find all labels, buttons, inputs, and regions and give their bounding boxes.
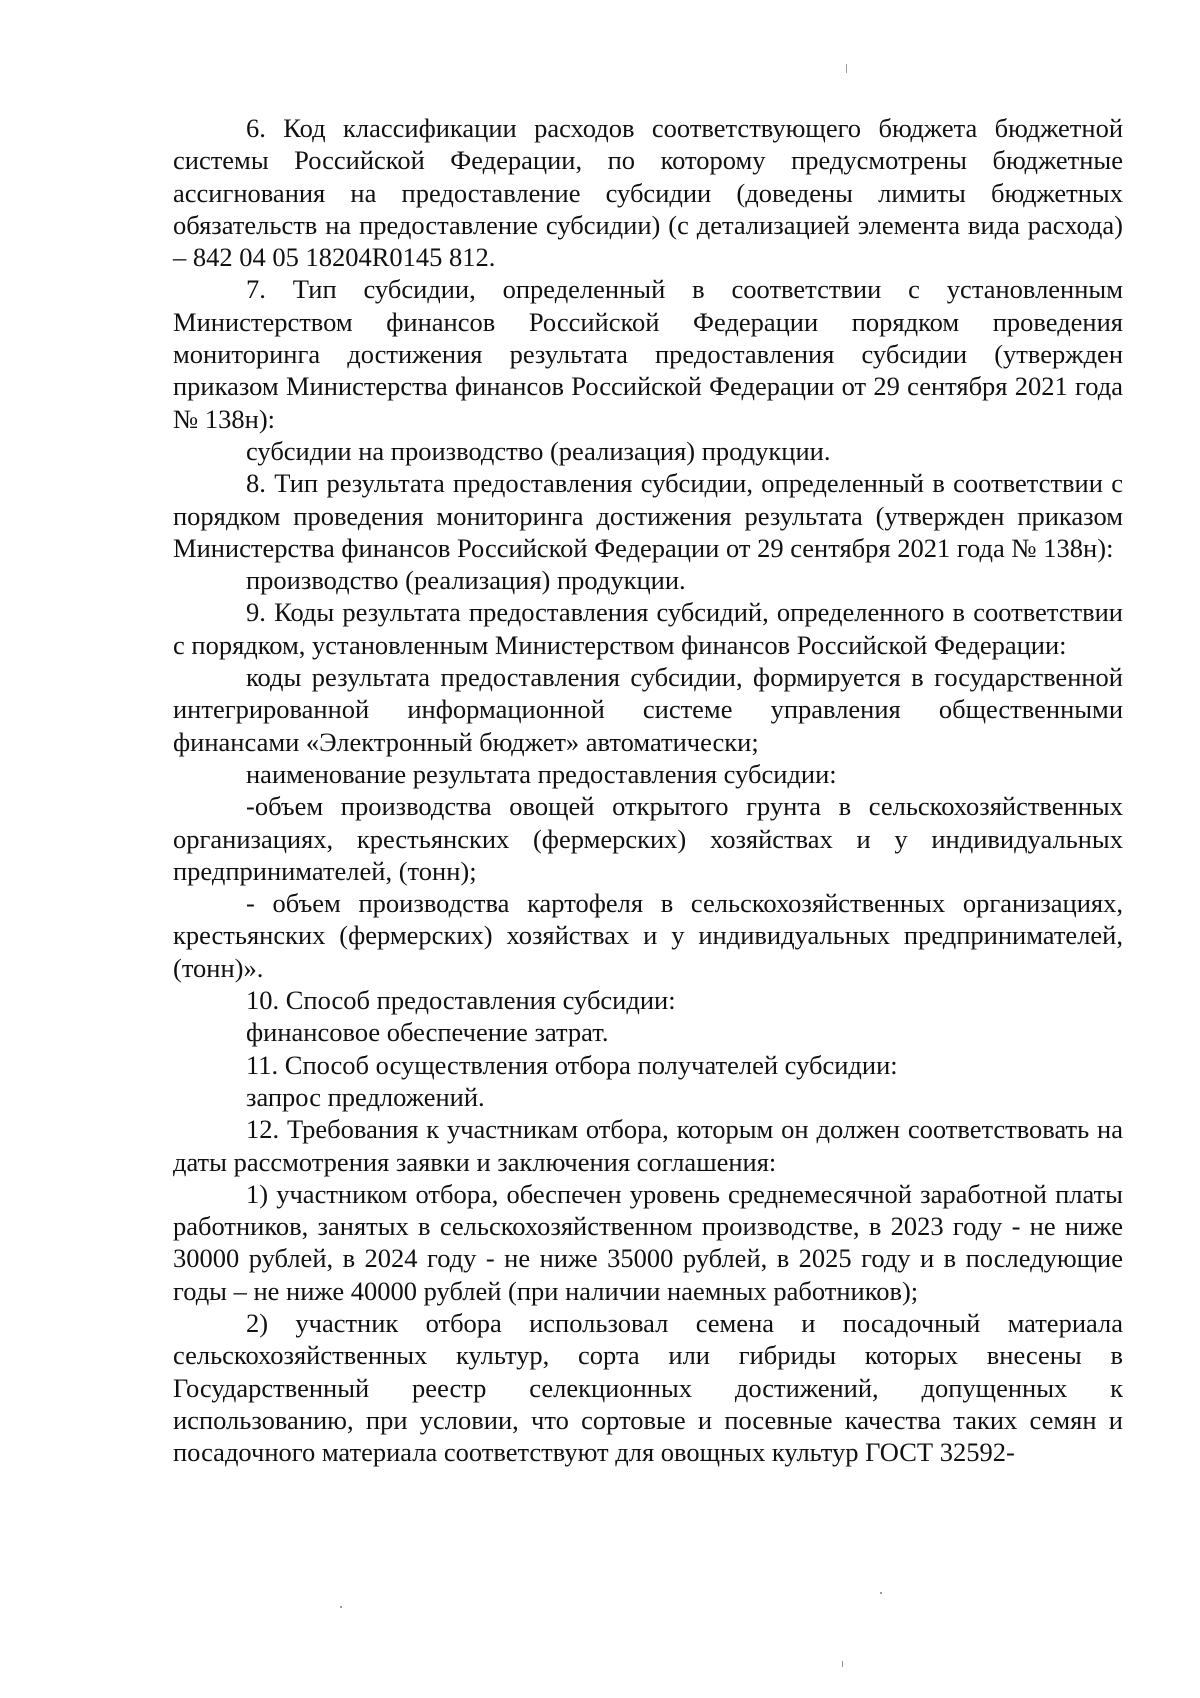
paragraph-9-item-vegetables: -объем производства овощей открытого грунта в сельскохозяйственных организациях, крестьянских (фермерских) хозяйствах и у индивидуальных предпринимателей, (тонн);: [173, 791, 1123, 886]
paragraph-9-codes: коды результата предоставления субсидии, формируется в государственной интегрированной информационной системе управления общественными финансами «Электронный бюджет» автоматически;: [173, 662, 1123, 757]
paragraph-7-value: субсидии на производство (реализация) продукции.: [246, 435, 831, 466]
document-body: [173, 112, 1123, 1468]
paragraph-10-value: финансовое обеспечение затрат.: [246, 1017, 609, 1048]
scan-mark-top: [846, 64, 847, 73]
scan-mark-bottom-left: [340, 1606, 342, 1608]
paragraph-8-value: производство (реализация) продукции.: [246, 565, 686, 596]
paragraph-8: 8. Тип результата предоставления субсидии, определенный в соответствии с порядком проведения мониторинга достижения результата (утвержден приказом Министерства финансов Российской Федерации от 29 сентября 2021 года № 138н):: [173, 468, 1123, 563]
paragraph-9: 9. Коды результата предоставления субсидий, определенного в соответствии с порядком, установленным Министерством финансов Российской Федерации:: [173, 597, 1123, 660]
scan-mark-bottom: [842, 1661, 843, 1667]
paragraph-12-item-2: 2) участник отбора использовал семена и посадочный материала сельскохозяйственных культур, сорта или гибриды которых внесены в Государственный реестр селекционных достижений, допущенных к использованию, при условии, что сортовые и посевные качества таких семян и посадочного материала соответствуют для овощных культур ГОСТ 32592-: [173, 1307, 1123, 1468]
paragraph-11: 11. Способ осуществления отбора получателей субсидии:: [246, 1049, 898, 1080]
paragraph-7: 7. Тип субсидии, определенный в соответствии с установленным Министерством финансов Российской Федерации порядком проведения мониторинга достижения результата предоставления субсидии (утвержден приказом Министерства финансов Российской Федерации от 29 сентября 2021 года № 138н):: [173, 274, 1123, 434]
paragraph-12-item-1: 1) участником отбора, обеспечен уровень среднемесячной заработной платы работников, занятых в сельскохозяйственном производстве, в 2023 году - не ниже 30000 рублей, в 2024 году - не ниже 35000 рублей, в 2025 году и в последующие годы – не ниже 40000 рублей (при наличии наемных работников);: [173, 1178, 1123, 1306]
paragraph-6: 6. Код классификации расходов соответствующего бюджета бюджетной системы Российской Федерации, по которому предусмотрены бюджетные ассигнования на предоставление субсидии (доведены лимиты бюджетных обязательств на предоставление субсидии) (с детализацией элемента вида расхода) – 842 04 05 18204R0145 812.: [173, 113, 1123, 273]
paragraph-10: 10. Способ предоставления субсидии:: [246, 985, 676, 1016]
paragraph-9-item-potatoes: - объем производства картофеля в сельскохозяйственных организациях, крестьянских (фермерских) хозяйствах и у индивидуальных предпринимателей, (тонн)».: [173, 888, 1123, 983]
paragraph-9-name-heading: наименование результата предоставления субсидии:: [246, 758, 837, 789]
paragraph-11-value: запрос предложений.: [246, 1081, 485, 1112]
scan-mark-bottom-right: [880, 1592, 882, 1594]
paragraph-12: 12. Требования к участникам отбора, которым он должен соответствовать на даты рассмотрения заявки и заключения соглашения:: [173, 1114, 1123, 1177]
